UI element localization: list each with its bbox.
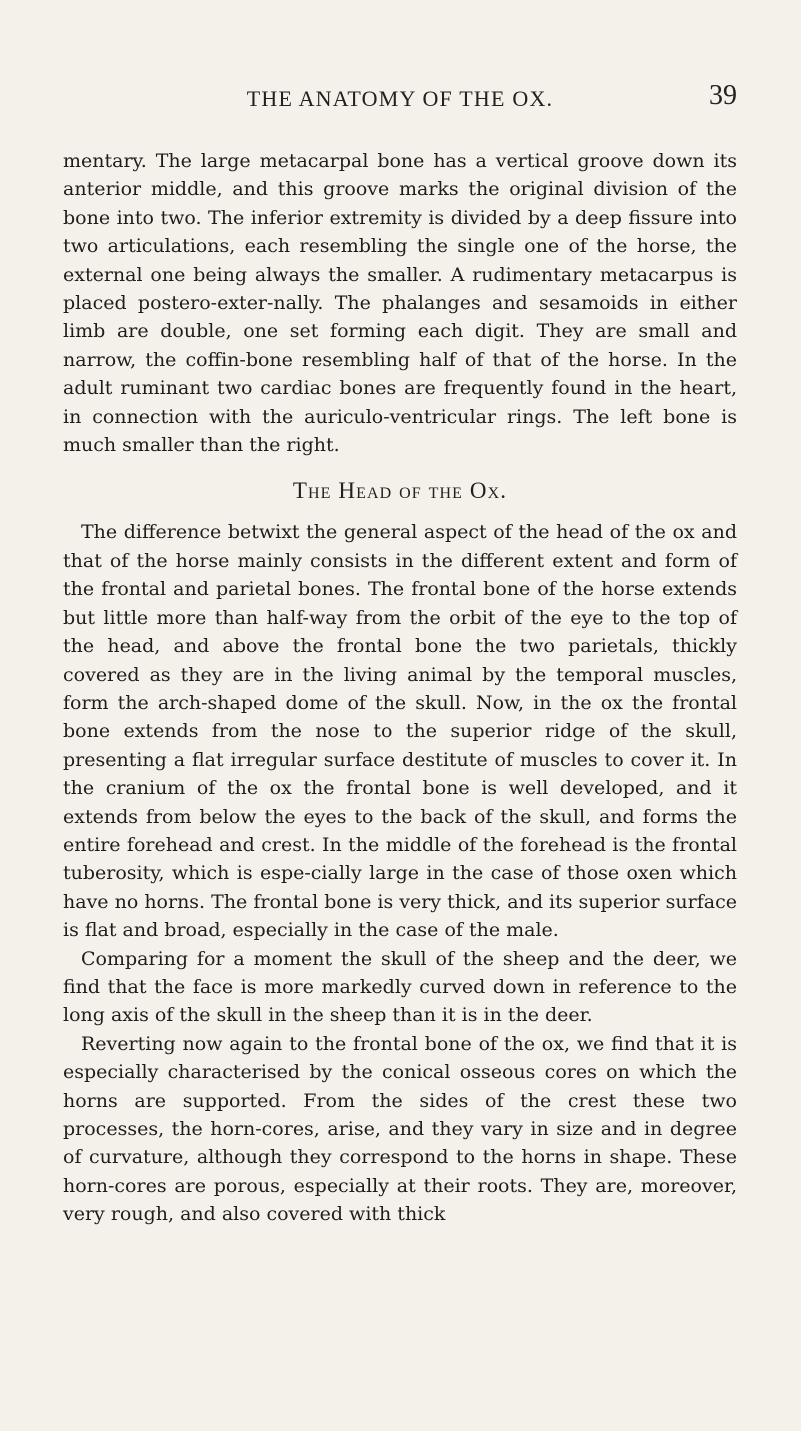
paragraph-sheep-deer: Comparing for a moment the skull of the sheep and the deer, we find that the face is more markedly curved down in reference to the long axis of the skull in the sheep than it is in the deer. [63, 947, 737, 1027]
paragraph-metacarpal: mentary. The large metacarpal bone has a vertical groove down its anterior middle, and this groove marks the original division of the bone into two. The inferior extremity is divided by a deep fissure into two articulations, each resembling the single one of the horse, the external one being always the smaller. A rudimentary metacarpus is placed postero-exter-nally. The phalanges and sesamoids in either limb are double, one set forming each digit. They are small and narrow, the coffin-bone resembling half of that of the horse. In the adult ruminant two cardiac bones are frequently found in the heart, in connection with the auriculo-ventricular rings. The left bone is much smaller than the right. [63, 150, 737, 457]
page-content [63, 147, 737, 1229]
paragraph-horn-cores: Reverting now again to the frontal bone of the ox, we find that it is especially characterised by the conical osseous cores on which the horns are supported. From the sides of the crest these two processes, the horn-cores, arise, and they vary in size and in degree of curvature, although they correspond to the horns in shape. These horn-cores are porous, especially at their roots. They are, moreover, very rough, and also covered with thick [63, 1032, 737, 1226]
section-heading: The Head of the Ox. [292, 478, 508, 504]
paragraph-head-comparison: The difference betwixt the general aspect of the head of the ox and that of the horse mainly consists in the different extent and form of the frontal and parietal bones. The frontal bone of the horse extends but little more than half-way from the orbit of the eye to the top of the head, and above the frontal bone the two parietals, thickly covered as they are in the living animal by the temporal muscles, form the arch-shaped dome of the skull. Now, in the ox the frontal bone extends from the nose to the superior ridge of the skull, presenting a flat irregular surface destitute of muscles to cover it. In the cranium of the ox the frontal bone is well developed, and it extends from below the eyes to the back of the skull, and forms the entire forehead and crest. In the middle of the forehead is the frontal tuberosity, which is espe-cially large in the case of those oxen which have no horns. The frontal bone is very thick, and its superior surface is flat and broad, especially in the case of the male. [63, 521, 737, 942]
running-title: THE ANATOMY OF THE OX. [246, 86, 554, 111]
book-page [0, 80, 801, 1431]
page-number: 39 [709, 80, 737, 111]
running-head [63, 80, 737, 128]
